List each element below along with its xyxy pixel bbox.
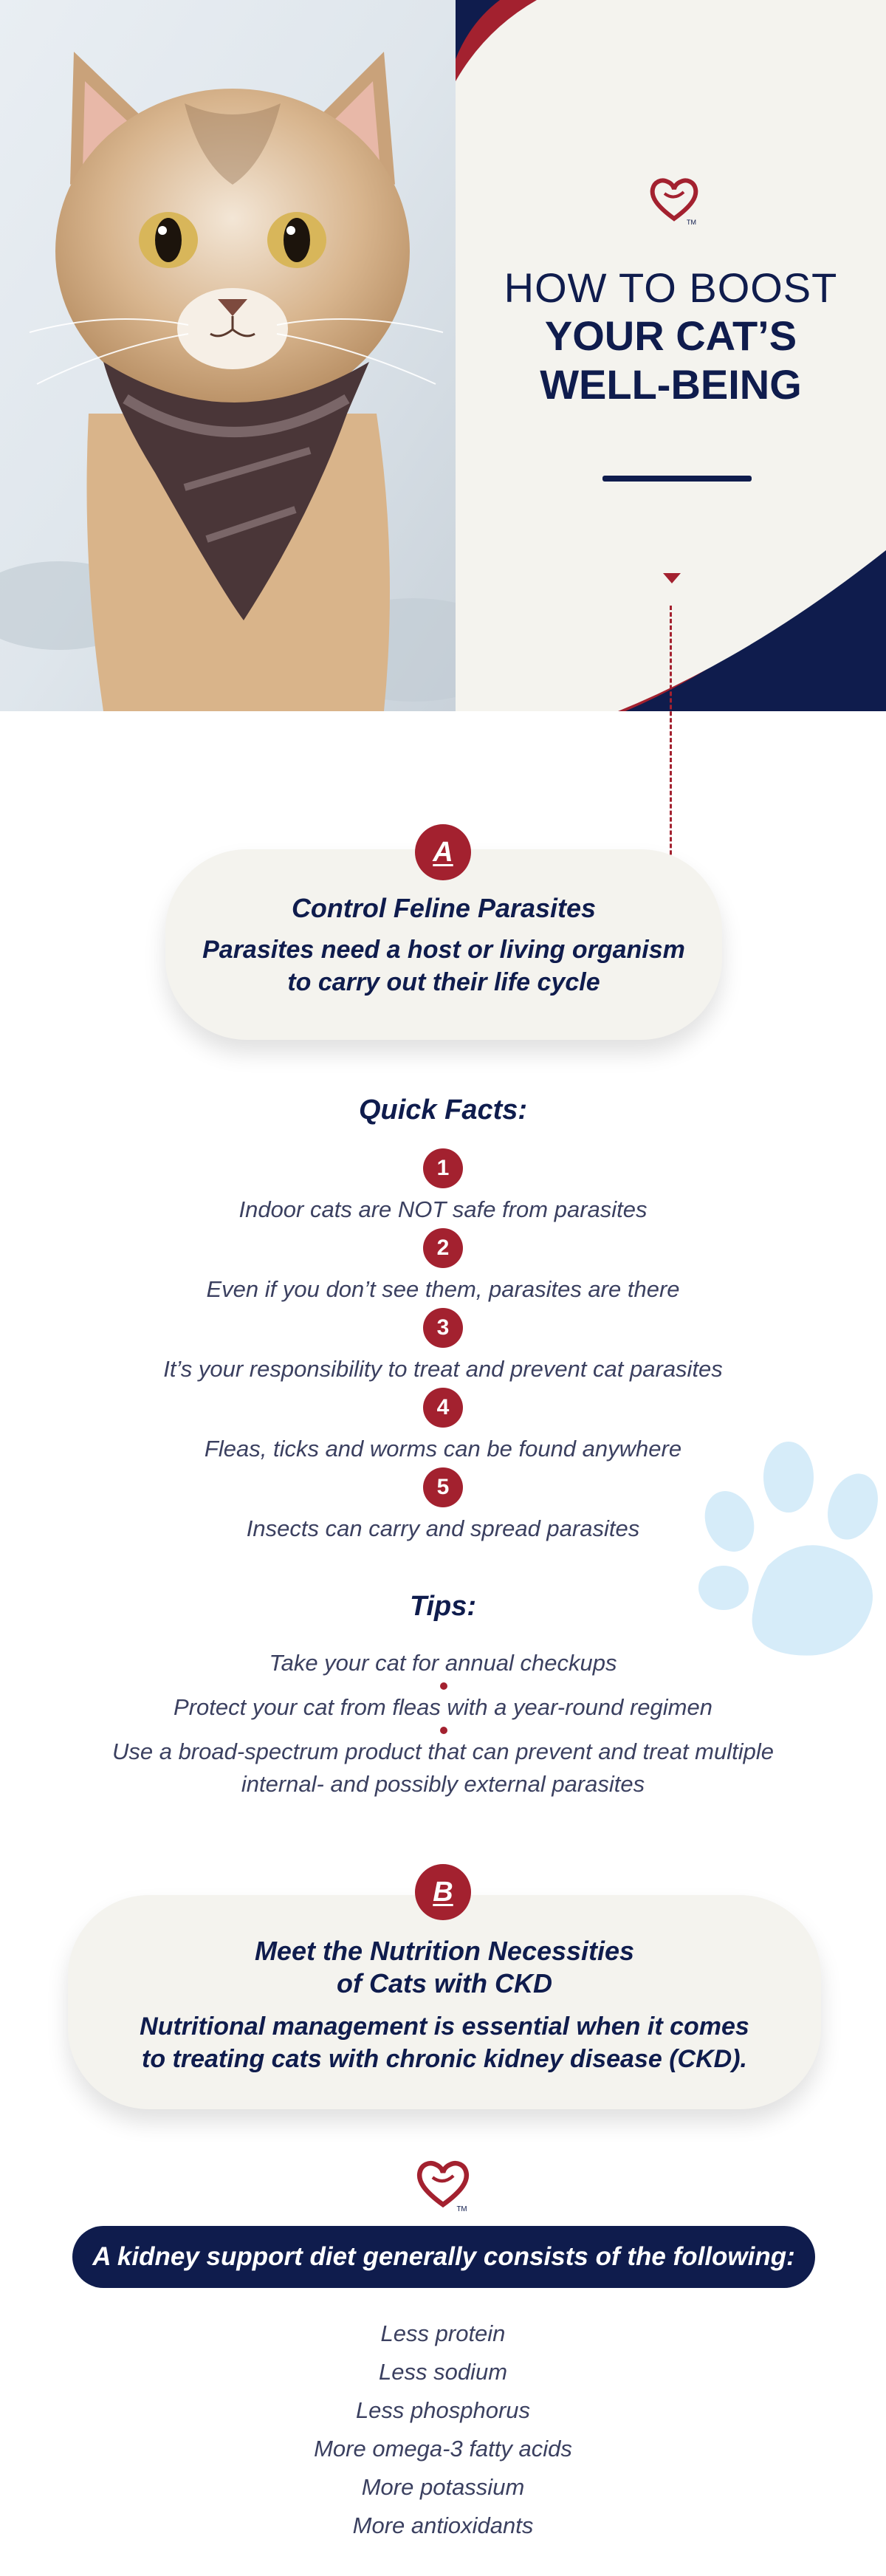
bullet-dot-icon — [440, 1727, 447, 1734]
svg-text:TM: TM — [456, 2205, 467, 2213]
quick-facts-heading: Quick Facts: — [358, 1095, 528, 1126]
tip-item: Protect your cat from fleas with a year-round regimen — [174, 1694, 712, 1720]
hero-section — [0, 0, 886, 711]
heart-logo-icon — [415, 2157, 471, 2213]
hero-title — [456, 264, 886, 409]
fact-item — [0, 1308, 886, 1383]
section-b-title-line2: of Cats with CKD — [337, 1968, 552, 1998]
fact-item — [0, 1148, 886, 1224]
svg-text:TM: TM — [687, 219, 696, 226]
section-b-title-line1: Meet the Nutrition Necessities — [254, 1936, 635, 1966]
fact-number: 1 — [423, 1148, 463, 1188]
section-a-badge-letter: A — [433, 837, 453, 868]
diet-item: Less sodium — [378, 2359, 508, 2385]
section-a-desc-line2: to carry out their life cycle — [287, 968, 600, 996]
section-a-description — [165, 934, 722, 998]
hero-title-line1: HOW TO BOOST — [504, 264, 838, 311]
fact-text: Fleas, ticks and worms can be found anywhere — [204, 1436, 682, 1462]
arrow-down-icon — [662, 572, 682, 585]
diet-item: More antioxidants — [352, 2512, 534, 2538]
tip-item: Use a broad-spectrum product that can prevent and treat multiple — [111, 1739, 775, 1764]
hero-title-line2: YOUR CAT’S — [544, 312, 797, 359]
tips-heading: Tips: — [409, 1591, 477, 1622]
diet-item: More potassium — [361, 2474, 525, 2500]
section-a-title: Control Feline Parasites — [291, 893, 597, 923]
section-a-desc-line1: Parasites need a host or living organism — [202, 936, 685, 964]
section-b-card — [68, 1895, 821, 2109]
section-b-badge-letter: B — [433, 1877, 453, 1908]
diet-item: Less phosphorus — [355, 2397, 531, 2423]
fact-text: Insects can carry and spread parasites — [246, 1515, 640, 1541]
fact-number: 2 — [423, 1228, 463, 1268]
hero-divider — [602, 476, 752, 482]
fact-number: 3 — [423, 1308, 463, 1348]
diet-item: More omega-3 fatty acids — [314, 2436, 572, 2462]
fact-text: It’s your responsibility to treat and prevent cat parasites — [163, 1356, 723, 1382]
section-b-desc-line2: to treating cats with chronic kidney disease (CKD). — [142, 2045, 747, 2073]
fact-text: Even if you don’t see them, parasites are there — [206, 1276, 680, 1302]
section-b-desc-line1: Nutritional management is essential when it comes — [140, 2012, 749, 2041]
diet-item: Less protein — [380, 2320, 506, 2346]
hero-title-line3: WELL-BEING — [540, 361, 802, 408]
bullet-dot-icon — [440, 1682, 447, 1690]
paw-print-icon — [694, 1440, 886, 1669]
fact-item — [0, 1228, 886, 1304]
diet-banner: A kidney support diet generally consists of the following: — [72, 2226, 815, 2288]
fact-number: 5 — [423, 1467, 463, 1507]
section-a-badge — [415, 824, 471, 880]
fact-number: 4 — [423, 1388, 463, 1428]
section-b-description — [68, 2010, 821, 2075]
tip-item: internal- and possibly external parasites — [241, 1771, 645, 1797]
cat-photo — [0, 0, 456, 711]
section-b-title — [68, 1935, 821, 2000]
tip-item: Take your cat for annual checkups — [269, 1650, 617, 1676]
fact-text: Indoor cats are NOT safe from parasites — [238, 1196, 648, 1222]
heart-logo-icon — [648, 174, 700, 226]
section-b-badge — [415, 1864, 471, 1920]
